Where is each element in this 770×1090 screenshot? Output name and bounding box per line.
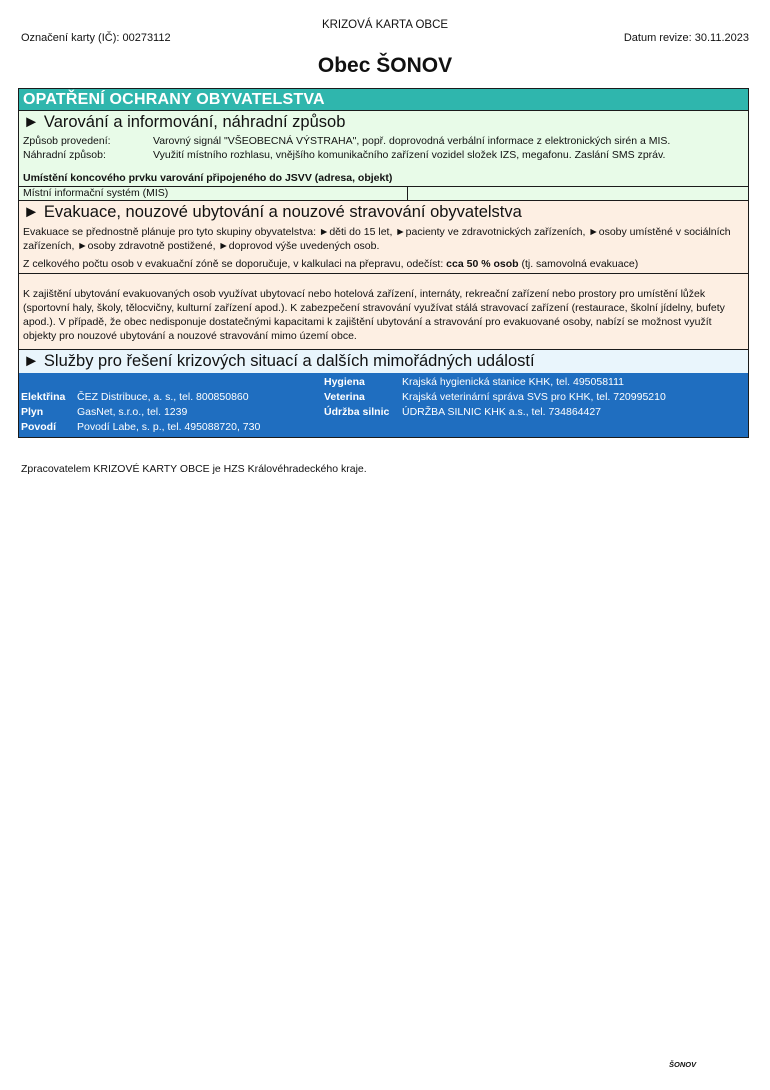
mis-label: Místní informační systém (MIS) <box>19 187 408 200</box>
evacuation-groups: Evakuace se přednostně plánuje pro tyto skupiny obyvatelstva: ►děti do 15 let, ►pacienty ve zdravotnických zařízeních, ►osoby umístěné v sociálních zařízeních, ►osoby zdravotně postižené, ►doprovod výše uvedených osob. <box>23 226 731 252</box>
mis-row <box>19 187 748 200</box>
service-value: Krajská hygienická stanice KHK, tel. 495058111 <box>402 376 624 388</box>
section-title: OPATŘENÍ OCHRANY OBYVATELSTVA <box>19 89 748 111</box>
page-footer-name: ŠONOV <box>669 1060 697 1069</box>
jsvv-heading: Umístění koncového prvku varování připojeného do JSVV (adresa, objekt) <box>19 162 748 187</box>
warning-alt-label: Náhradní způsob: <box>23 149 106 161</box>
housing-text: K zajištění ubytování evakuovaných osob využívat ubytovací nebo hotelová zařízení, internáty, rekreační zařízení nebo prostory pro umístění lůžek (sportovní haly, školy, tělocvičny, kulturní zařízení apod.). K zabezpečení stravování využívat stálá stravovací zařízení (restaurace, školní jídelny, bufety apod.). V případě, že obec nedisponuje dostatečnými kapacitami k zajištění ubytování a stravování pro evakuované osoby, nabízí se možnost využít objekty pro nouzové ubytování a nouzové stravování mimo území obce. <box>23 288 725 342</box>
evacuation-divider <box>19 273 748 286</box>
warning-alt-value: Využití místního rozhlasu, vnějšího komunikačního zařízení vozidel složek IZS, megafonu. Zaslání SMS zpráv. <box>153 149 666 161</box>
evacuation-ratio-suffix: (tj. samovolná evakuace) <box>518 258 639 270</box>
service-key: Veterina <box>324 391 365 403</box>
service-key: Údržba silnic <box>324 406 390 418</box>
evacuation-ratio <box>19 254 748 273</box>
service-key <box>322 420 402 435</box>
card-id: Označení karty (IČ): 00273112 <box>21 32 171 44</box>
service-value: ÚDRŽBA SILNIC KHK a.s., tel. 734864427 <box>402 406 602 418</box>
mis-value <box>408 187 748 200</box>
services-heading-bar <box>19 349 748 373</box>
revision-date: Datum revize: 30.11.2023 <box>623 32 749 44</box>
evacuation-ratio-value: cca 50 % osob <box>446 258 519 270</box>
services-table <box>19 373 748 437</box>
service-key <box>19 375 77 390</box>
warning-alt-row <box>19 148 748 162</box>
warning-method-value: Varovný signál "VŠEOBECNÁ VÝSTRAHA", popř. doprovodná verbální informace z elektronických sirén a MIS. <box>153 135 671 147</box>
service-key: Povodí <box>21 421 57 433</box>
crisis-card <box>18 88 749 438</box>
service-key: Plyn <box>21 406 44 418</box>
services-heading: ► Služby pro řešení krizových situací a dalších mimořádných událostí <box>23 352 535 370</box>
service-value: Povodí Labe, s. p., tel. 495088720, 730 <box>77 421 261 433</box>
service-value: ČEZ Distribuce, a. s., tel. 800850860 <box>77 391 249 403</box>
evacuation-section <box>19 200 748 349</box>
warning-method-row <box>19 134 748 148</box>
warning-method-label: Způsob provedení: <box>23 135 111 147</box>
warning-heading: ► Varování a informování, náhradní způsob <box>23 113 346 131</box>
document-type: KRIZOVÁ KARTA OBCE <box>321 19 449 31</box>
processor-note: Zpracovatelem KRIZOVÉ KARTY OBCE je HZS Královéhradeckého kraje. <box>21 463 367 475</box>
service-value <box>77 375 322 390</box>
page-title: Obec ŠONOV <box>317 54 453 77</box>
service-value: Krajská veterinární správa SVS pro KHK, tel. 720995210 <box>402 391 666 403</box>
evacuation-ratio-prefix: Z celkového počtu osob v evakuační zóně se doporučuje, v kalkulaci na přepravu, odečíst: <box>23 258 447 270</box>
evacuation-heading: ► Evakuace, nouzové ubytování a nouzové stravování obyvatelstva <box>23 203 522 221</box>
service-value: GasNet, s.r.o., tel. 1239 <box>77 406 188 418</box>
service-key: Elektřina <box>21 391 66 403</box>
services-grid <box>19 375 748 435</box>
service-value <box>402 420 748 435</box>
service-key: Hygiena <box>324 376 365 388</box>
warning-section <box>19 111 748 200</box>
